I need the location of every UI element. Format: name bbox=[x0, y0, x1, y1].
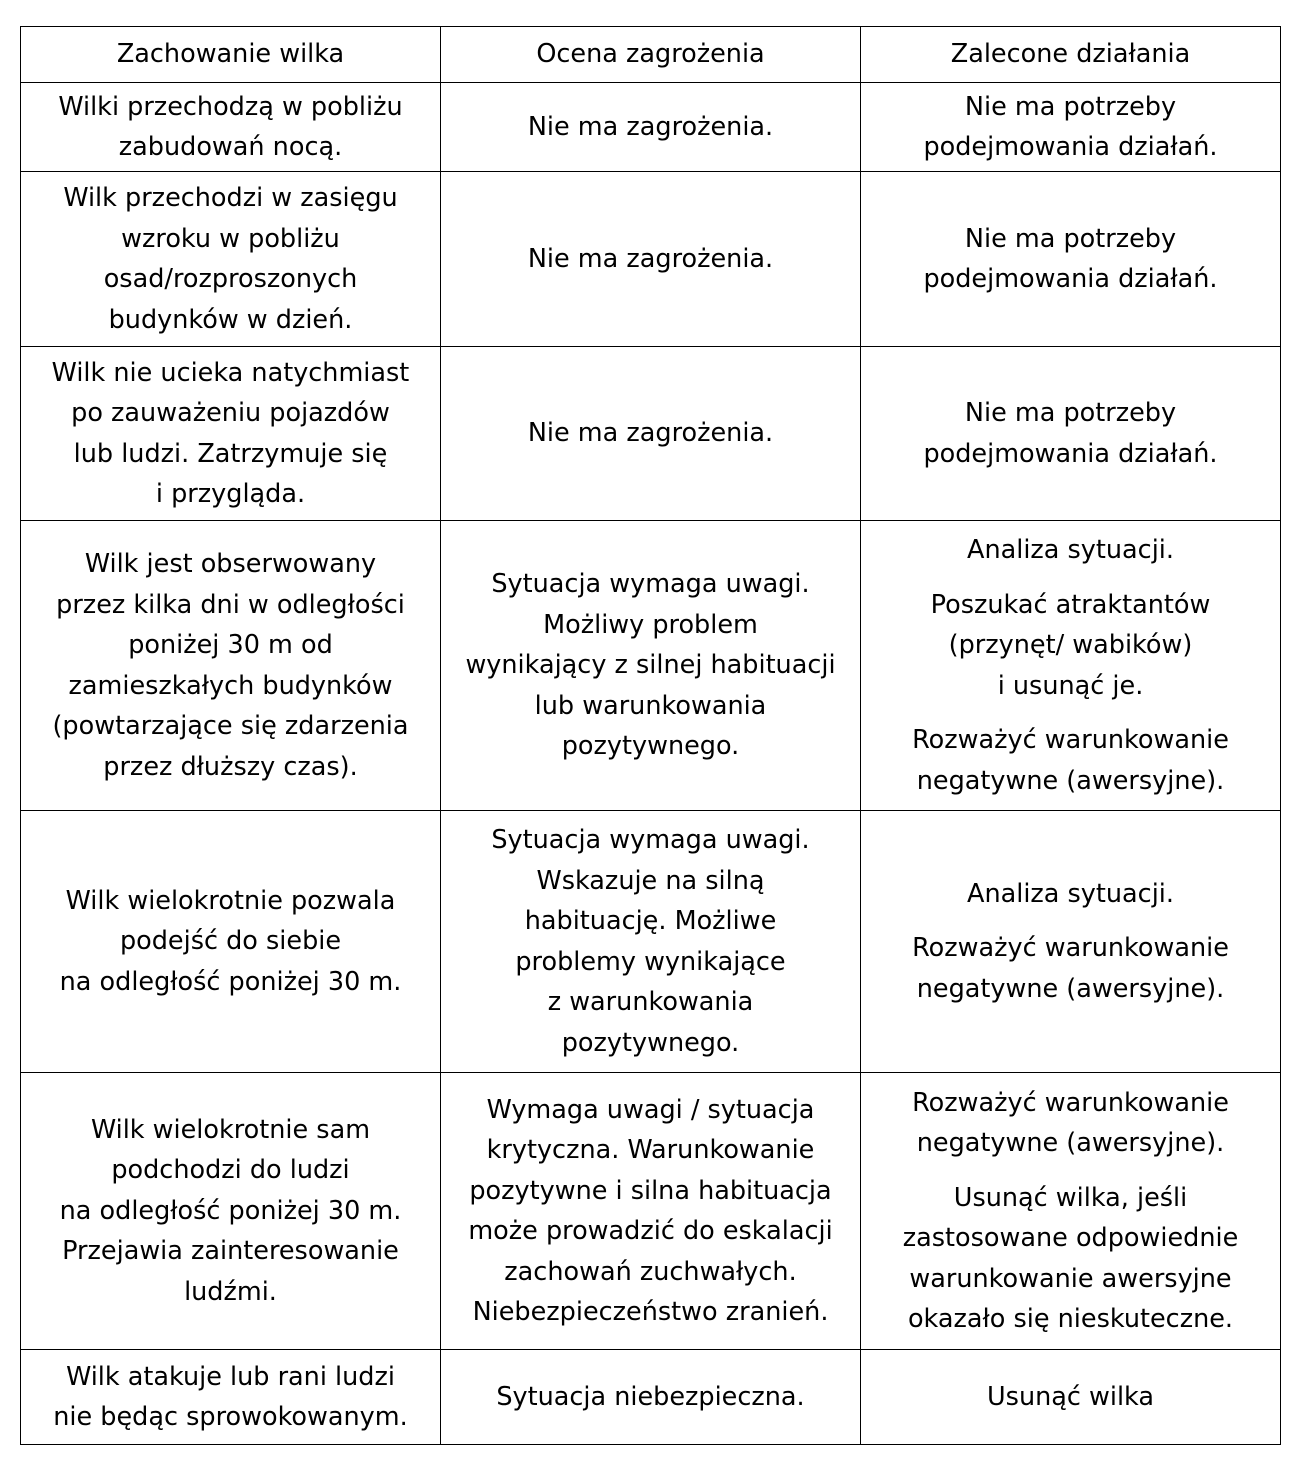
assessment-cell-line: Możliwy problem bbox=[543, 609, 758, 640]
action-line: Poszukać atraktantów bbox=[930, 589, 1211, 620]
behavior-cell-line: lub ludzi. Zatrzymuje się bbox=[73, 438, 388, 469]
behavior-cell-line: Wilk jest obserwowany bbox=[84, 549, 377, 579]
behavior-cell-line: Przejawia zainteresowanie bbox=[62, 1236, 399, 1267]
table-row bbox=[21, 347, 1281, 521]
behavior-cell-line: na odległość poniżej 30 m. bbox=[59, 1195, 402, 1226]
assessment-cell-line: Wskazuje na silną bbox=[536, 865, 765, 896]
behavior-cell-line: zamieszkałych budynków bbox=[68, 670, 393, 701]
header-assessment: Ocena zagrożenia bbox=[441, 27, 861, 83]
behavior-cell-line: podchodzi do ludzi bbox=[111, 1155, 350, 1186]
actions-cell bbox=[861, 1350, 1281, 1445]
actions-cell bbox=[861, 1073, 1281, 1350]
action-line: Analiza sytuacji. bbox=[967, 535, 1174, 565]
assessment-cell-line: Nie ma zagrożenia. bbox=[527, 243, 774, 274]
assessment-cell bbox=[441, 1350, 861, 1445]
assessment-cell-line: lub warunkowania bbox=[534, 690, 767, 721]
assessment-cell bbox=[441, 521, 861, 811]
assessment-cell bbox=[441, 83, 861, 172]
action-line: Nie ma potrzeby bbox=[964, 223, 1177, 254]
behavior-cell-line: przez dłuższy czas). bbox=[103, 751, 358, 782]
table-body bbox=[21, 83, 1281, 1445]
actions-cell bbox=[861, 811, 1281, 1073]
table-row bbox=[21, 811, 1281, 1073]
behavior-cell-line: Wilk wielokrotnie pozwala bbox=[65, 885, 396, 916]
action-paragraph bbox=[865, 87, 1276, 168]
actions-cell bbox=[861, 521, 1281, 811]
behavior-cell-line: po zauważeniu pojazdów bbox=[71, 398, 390, 428]
action-line: i usunąć je. bbox=[997, 670, 1144, 701]
action-paragraph bbox=[865, 1377, 1276, 1418]
assessment-cell-line: Niebezpieczeństwo zranień. bbox=[472, 1297, 829, 1327]
action-line: warunkowanie awersyjne bbox=[909, 1263, 1232, 1294]
action-line: podejmowania działań. bbox=[923, 132, 1218, 162]
assessment-cell-line: wynikający z silnej habituacji bbox=[465, 650, 836, 681]
behavior-cell-line: wzroku w pobliżu bbox=[121, 223, 340, 254]
action-line: okazało się nieskuteczne. bbox=[907, 1304, 1234, 1334]
table-row bbox=[21, 521, 1281, 811]
assessment-cell-line: pozytywnego. bbox=[561, 731, 740, 762]
action-line: Nie ma potrzeby bbox=[964, 91, 1177, 122]
behavior-cell bbox=[21, 811, 441, 1073]
action-paragraph bbox=[865, 530, 1276, 571]
behavior-cell-line: Wilk atakuje lub rani ludzi bbox=[66, 1361, 395, 1392]
assessment-cell-line: pozytywnego. bbox=[561, 1027, 740, 1058]
action-line: Usunąć wilka, jeśli bbox=[953, 1182, 1188, 1213]
assessment-cell-line: Sytuacja niebezpieczna. bbox=[496, 1381, 805, 1412]
behavior-cell-line: Wilk wielokrotnie sam bbox=[90, 1114, 371, 1145]
behavior-cell-line: zabudowań nocą. bbox=[118, 132, 343, 162]
action-line: Rozważyć warunkowanie bbox=[912, 1087, 1229, 1118]
header-row bbox=[21, 27, 1281, 83]
assessment-cell-line: Wymaga uwagi / sytuacja bbox=[486, 1094, 815, 1125]
table-row bbox=[21, 1350, 1281, 1445]
table-row bbox=[21, 172, 1281, 347]
assessment-cell-line: krytyczna. Warunkowanie bbox=[486, 1135, 815, 1165]
action-paragraph bbox=[865, 1083, 1276, 1164]
header-behavior: Zachowanie wilka bbox=[21, 27, 441, 83]
behavior-cell-line: Wilk nie ucieka natychmiast bbox=[51, 357, 410, 388]
action-paragraph bbox=[865, 219, 1276, 300]
action-line: (przynęt/ wabików) bbox=[948, 630, 1193, 660]
behavior-cell-line: Wilki przechodzą w pobliżu bbox=[58, 91, 403, 122]
action-paragraph bbox=[865, 874, 1276, 915]
assessment-cell bbox=[441, 811, 861, 1073]
header-actions: Zalecone działania bbox=[861, 27, 1281, 83]
behavior-cell bbox=[21, 1073, 441, 1350]
behavior-cell-line: osad/rozproszonych bbox=[103, 264, 358, 294]
behavior-cell-line: poniżej 30 m od bbox=[128, 630, 333, 660]
assessment-cell bbox=[441, 347, 861, 521]
assessment-cell-line: Nie ma zagrożenia. bbox=[527, 418, 774, 449]
behavior-cell bbox=[21, 521, 441, 811]
assessment-cell-line: problemy wynikające bbox=[515, 946, 786, 977]
assessment-cell-line: habituację. Możliwe bbox=[524, 906, 777, 936]
action-paragraph bbox=[865, 585, 1276, 707]
assessment-cell-line: zachowań zuchwałych. bbox=[504, 1256, 797, 1287]
behavior-cell-line: przez kilka dni w odległości bbox=[56, 589, 405, 620]
behavior-cell-line: i przygląda. bbox=[155, 479, 306, 509]
action-paragraph bbox=[865, 393, 1276, 474]
actions-cell bbox=[861, 347, 1281, 521]
assessment-cell-line: Sytuacja wymaga uwagi. bbox=[491, 825, 810, 855]
action-line: zastosowane odpowiednie bbox=[902, 1223, 1239, 1253]
behavior-cell-line: ludźmi. bbox=[184, 1276, 277, 1307]
action-line: Rozważyć warunkowanie bbox=[912, 725, 1229, 755]
action-line: Analiza sytuacji. bbox=[967, 878, 1174, 909]
behavior-cell-line: na odległość poniżej 30 m. bbox=[59, 966, 402, 997]
behavior-cell-line: budynków w dzień. bbox=[108, 304, 353, 335]
assessment-cell bbox=[441, 172, 861, 347]
assessment-cell-line: może prowadzić do eskalacji bbox=[468, 1216, 833, 1246]
action-line: Rozważyć warunkowanie bbox=[912, 933, 1229, 964]
assessment-cell bbox=[441, 1073, 861, 1350]
action-paragraph bbox=[865, 720, 1276, 801]
actions-cell bbox=[861, 172, 1281, 347]
behavior-cell bbox=[21, 347, 441, 521]
table-row bbox=[21, 83, 1281, 172]
assessment-cell-line: z warunkowania bbox=[547, 987, 754, 1017]
action-line: podejmowania działań. bbox=[923, 264, 1218, 294]
action-line: negatywne (awersyjne). bbox=[916, 1128, 1225, 1158]
wolf-behavior-table bbox=[20, 26, 1281, 1445]
behavior-cell bbox=[21, 1350, 441, 1445]
behavior-cell-line: nie będąc sprowokowanym. bbox=[53, 1402, 408, 1432]
action-line: negatywne (awersyjne). bbox=[916, 973, 1225, 1004]
action-line: podejmowania działań. bbox=[923, 438, 1218, 469]
action-paragraph bbox=[865, 928, 1276, 1009]
behavior-cell-line: podejść do siebie bbox=[119, 926, 342, 957]
behavior-cell bbox=[21, 83, 441, 172]
actions-cell bbox=[861, 83, 1281, 172]
action-line: negatywne (awersyjne). bbox=[916, 765, 1225, 796]
assessment-cell-line: pozytywne i silna habituacja bbox=[469, 1175, 832, 1206]
behavior-cell bbox=[21, 172, 441, 347]
action-line: Usunąć wilka bbox=[987, 1381, 1154, 1412]
behavior-cell-line: (powtarzające się zdarzenia bbox=[52, 711, 409, 741]
assessment-cell-line: Sytuacja wymaga uwagi. bbox=[491, 569, 810, 600]
table-row bbox=[21, 1073, 1281, 1350]
assessment-cell-line: Nie ma zagrożenia. bbox=[527, 111, 774, 142]
behavior-cell-line: Wilk przechodzi w zasięgu bbox=[63, 183, 398, 213]
action-line: Nie ma potrzeby bbox=[964, 398, 1177, 428]
action-paragraph bbox=[865, 1178, 1276, 1340]
